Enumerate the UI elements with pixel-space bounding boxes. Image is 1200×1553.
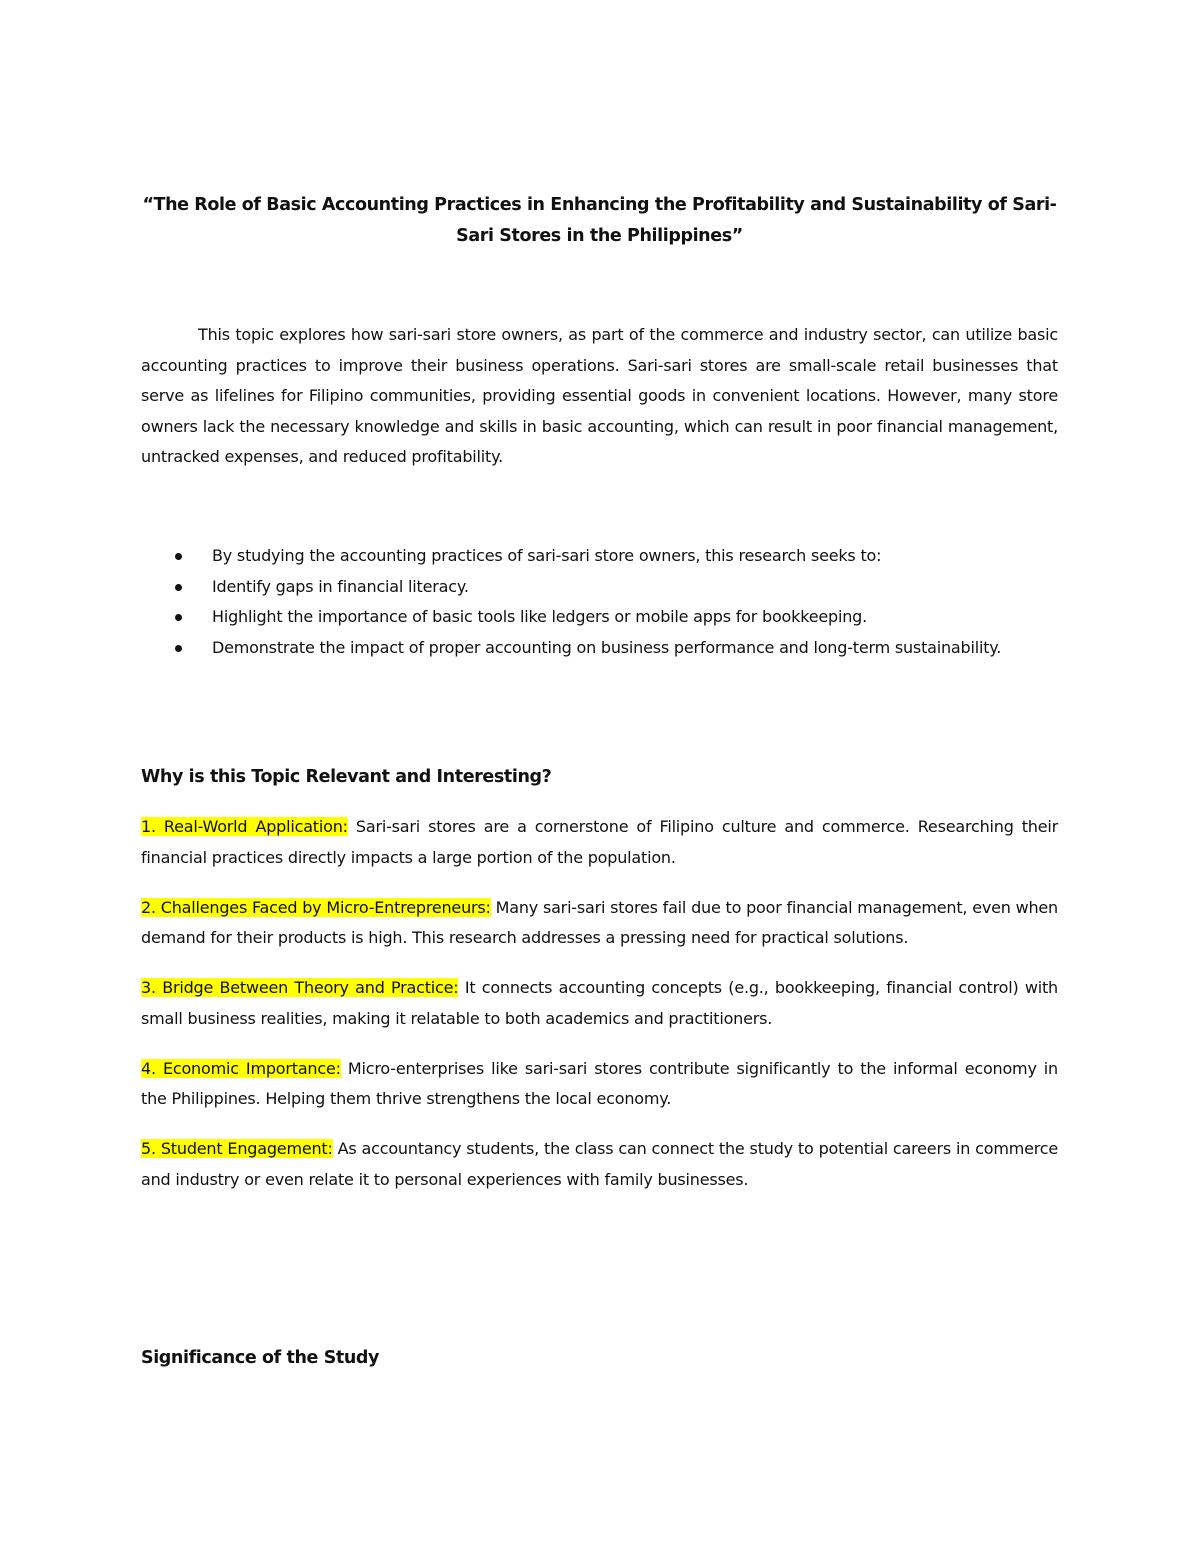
list-item-text: Identify gaps in financial literacy.	[212, 576, 469, 596]
research-aims-list	[141, 541, 1058, 663]
list-item-text: By studying the accounting practices of sari-sari store owners, this research seeks to:	[212, 546, 882, 565]
reason-label: 1. Real-World Application:	[141, 817, 348, 836]
list-item	[141, 633, 1058, 664]
intro-paragraph: This topic explores how sari-sari store owners, as part of the commerce and industry sector, can utilize basic accounting practices to improve their business operations. Sari-sari stores are small-scale retail businesses that serve as lifelines for Filipino communities, providing essential goods in convenient locations. However, many store owners lack the necessary knowledge and skills in basic accounting, which can result in poor financial management, untracked expenses, and reduced profitability.	[141, 325, 1058, 466]
reason-paragraph	[141, 973, 1058, 1034]
reason-text: It connects accounting concepts (e.g., bookkeeping, financial control) with small business realities, making it relatable to both academics and practitioners.	[141, 978, 1058, 1028]
bullet-icon	[175, 645, 182, 652]
reason-label: 4. Economic Importance:	[141, 1058, 341, 1078]
list-item	[141, 541, 1058, 572]
reason-text: As accountancy students, the class can connect the study to potential careers in commerce and industry or even relate it to personal experiences with family businesses.	[141, 1139, 1058, 1189]
reason-paragraph	[141, 812, 1058, 873]
reason-label: 2. Challenges Faced by Micro-Entrepreneurs:	[141, 897, 491, 917]
bullet-icon	[175, 584, 182, 591]
list-item	[141, 602, 1058, 633]
document-title: “The Role of Basic Accounting Practices in Enhancing the Profitability and Sustainability of Sari-Sari Stores in the Philippines”	[142, 195, 1057, 246]
reason-paragraph	[141, 1134, 1058, 1195]
reason-text: Many sari-sari stores fail due to poor financial management, even when demand for their products is high. This research addresses a pressing need for practical solutions.	[141, 897, 1058, 947]
list-item-text: Demonstrate the impact of proper accounting on business performance and long-term sustainability.	[212, 637, 1002, 657]
relevance-heading: Why is this Topic Relevant and Interesting?	[141, 767, 552, 787]
bullet-icon	[175, 614, 182, 621]
relevance-reasons	[141, 812, 1058, 1215]
reason-paragraph	[141, 893, 1058, 954]
reason-text: Sari-sari stores are a cornerstone of Filipino culture and commerce. Researching their financial practices directly impacts a large portion of the population.	[141, 817, 1058, 867]
reason-label: 5. Student Engagement:	[141, 1139, 333, 1158]
reason-label: 3. Bridge Between Theory and Practice:	[141, 978, 459, 997]
list-item	[141, 572, 1058, 603]
bullet-icon	[175, 553, 182, 560]
reason-text: Micro-enterprises like sari-sari stores contribute significantly to the informal economy in the Philippines. Helping them thrive strengthens the local economy.	[141, 1058, 1058, 1108]
significance-heading: Significance of the Study	[141, 1348, 380, 1368]
list-item-text: Highlight the importance of basic tools like ledgers or mobile apps for bookkeeping.	[212, 607, 867, 626]
reason-paragraph	[141, 1054, 1058, 1115]
